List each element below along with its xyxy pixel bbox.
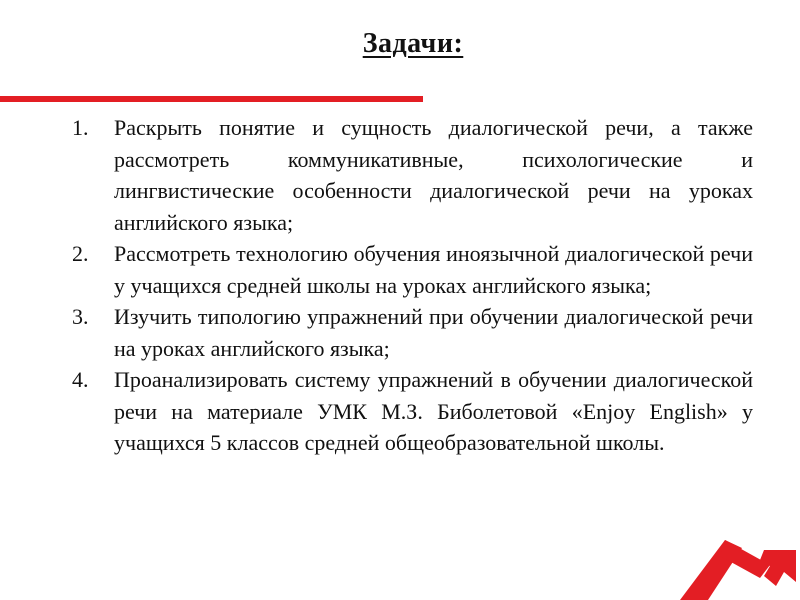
red-arrow-logo-icon (680, 520, 800, 600)
task-text: Изучить типологию упражнений при обучении диалогической речи на уроках английского языка; (114, 304, 753, 361)
task-item-2 (72, 238, 753, 301)
task-item-3 (72, 301, 753, 364)
task-text: Раскрыть понятие и сущность диалогической речи, а также рассмотреть коммуникативные, психологические и лингвистические особенности диалогической речи на уроках английского языка; (114, 115, 753, 235)
task-text: Рассмотреть технологию обучения иноязычной диалогической речи у учащихся средней школы на уроках английского языка; (114, 241, 753, 298)
task-item-4 (72, 364, 753, 459)
task-list (72, 112, 753, 459)
task-item-1 (72, 112, 753, 238)
task-number: 2. (72, 241, 89, 266)
red-accent-line (0, 96, 423, 102)
slide-title: Задачи: (362, 28, 464, 59)
task-number: 4. (72, 367, 89, 392)
task-number: 3. (72, 304, 89, 329)
task-number: 1. (72, 115, 89, 140)
task-text: Проанализировать систему упражнений в обучении диалогической речи на материале УМК М.З. Биболетовой «Enjoy English» у учащихся 5 классов средней общеобразовательной школы. (114, 367, 753, 455)
